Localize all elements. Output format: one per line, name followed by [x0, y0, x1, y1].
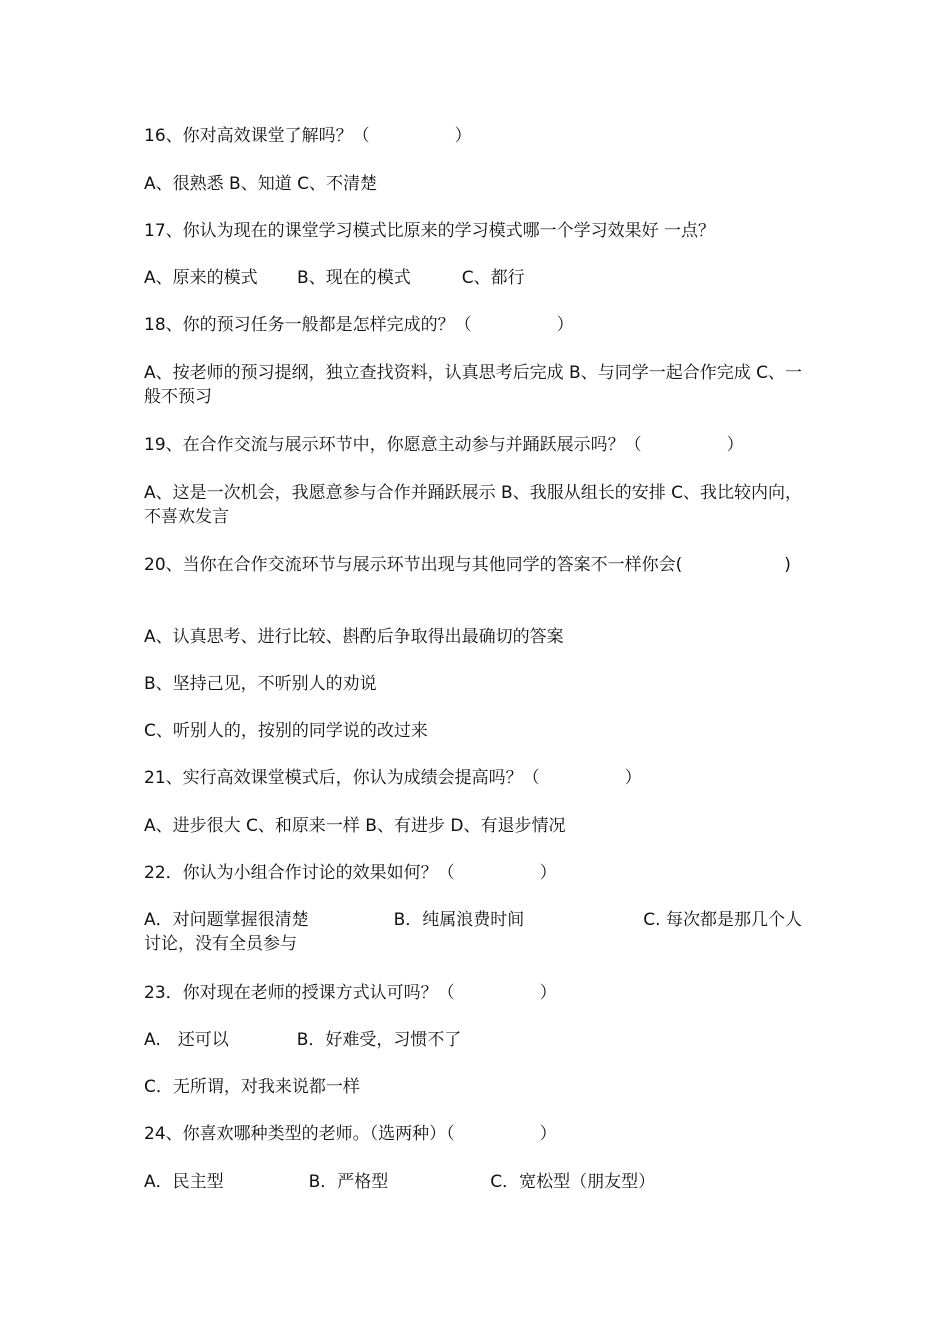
question-20: 20、当你在合作交流环节与展示环节出现与其他同学的答案不一样你会( ) — [144, 555, 791, 575]
options-18: A、按老师的预习提纲，独立查找资料，认真思考后完成 B、与同学一起合作完成 C、一般不预习 — [144, 363, 802, 407]
options-19: A、这是一次机会，我愿意参与合作并踊跃展示 B、我服从组长的安排 C、我比较内向，不喜欢发言 — [144, 483, 802, 527]
question-16: 16、你对高效课堂了解吗？（ ） — [144, 126, 472, 146]
options-20-b: B、坚持己见，不听别人的劝说 — [144, 674, 377, 694]
question-24: 24、你喜欢哪种类型的老师。（选两种）（ ） — [144, 1124, 557, 1144]
question-22: 22．你认为小组合作讨论的效果如何？（ ） — [144, 863, 557, 883]
options-20-a: A、认真思考、进行比较、斟酌后争取得出最确切的答案 — [144, 627, 564, 647]
options-23-c: C．无所谓，对我来说都一样 — [144, 1077, 360, 1097]
options-20-c: C、听别人的，按别的同学说的改过来 — [144, 721, 428, 741]
options-17: A、原来的模式 B、现在的模式 C、都行 — [144, 268, 525, 288]
options-24: A．民主型 B．严格型 C．宽松型（朋友型） — [144, 1172, 656, 1192]
options-16: A、很熟悉 B、知道 C、不清楚 — [144, 174, 377, 194]
question-23: 23．你对现在老师的授课方式认可吗？（ ） — [144, 983, 557, 1003]
options-21: A、进步很大 C、和原来一样 B、有进步 D、有退步情况 — [144, 816, 566, 836]
options-22: A．对问题掌握很清楚 B．纯属浪费时间 C. 每次都是那几个人讨论，没有全员参与 — [144, 910, 802, 954]
question-21: 21、实行高效课堂模式后，你认为成绩会提高吗？（ ） — [144, 768, 642, 788]
question-18: 18、你的预习任务一般都是怎样完成的？（ ） — [144, 315, 574, 335]
options-23-ab: A. 还可以 B．好难受，习惯不了 — [144, 1030, 462, 1050]
question-19: 19、在合作交流与展示环节中，你愿意主动参与并踊跃展示吗？（ ） — [144, 435, 744, 455]
question-17: 17、你认为现在的课堂学习模式比原来的学习模式哪一个学习效果好 一点？ — [144, 221, 716, 241]
